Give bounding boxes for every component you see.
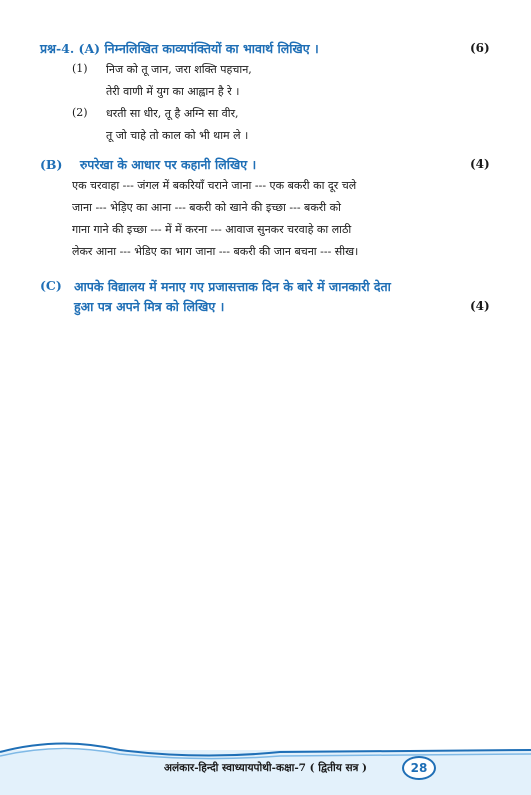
poem-line: निज को तू जान, जरा शक्ति पहचान, bbox=[106, 63, 252, 76]
question-sub-label: (A) bbox=[78, 41, 101, 56]
question-title: निम्नलिखित काव्यपंक्तियों का भावार्थ लिखिए । bbox=[104, 41, 319, 56]
footer-wave-decoration bbox=[0, 732, 531, 762]
poem-line: तू जो चाहे तो काल को भी थाम ले । bbox=[106, 129, 249, 142]
footer-title: अलंकार-हिन्दी स्वाध्यायपोथी-कक्षा-7 ( द्वितीय सत्र ) bbox=[163, 762, 367, 774]
outline-line: जाना --- भेड़िए का आना --- बकरी को खाने की इच्छा --- बकरी को bbox=[72, 201, 341, 214]
question-4c-label: (C) bbox=[40, 278, 62, 293]
item-number: (1) bbox=[72, 62, 88, 75]
marks-4c: (4) bbox=[470, 299, 490, 313]
poem-line: तेरी वाणी में युग का आह्वान है रे । bbox=[106, 85, 240, 98]
question-4a-heading bbox=[40, 40, 319, 57]
question-4c-line: हुआ पत्र अपने मित्र को लिखिए । bbox=[74, 299, 225, 314]
item-number: (2) bbox=[72, 106, 88, 119]
question-4c-line: आपके विद्यालय में मनाए गए प्रजासत्ताक दिन के बारे में जानकारी देता bbox=[74, 279, 391, 294]
marks-4b: (4) bbox=[470, 157, 490, 171]
question-4b-heading bbox=[40, 156, 256, 173]
question-number: प्रश्न-4. bbox=[40, 41, 75, 56]
page-number: 28 bbox=[402, 756, 436, 780]
question-sub-label: (B) bbox=[40, 157, 63, 172]
poem-line: धरती सा धीर, तू है अग्नि सा वीर, bbox=[106, 107, 239, 120]
outline-line: लेकर आना --- भेडिए का भाग जाना --- बकरी की जान बचना --- सीख। bbox=[72, 245, 359, 258]
marks-4a: (6) bbox=[470, 41, 490, 55]
question-title: रुपरेखा के आधार पर कहानी लिखिए । bbox=[79, 157, 257, 172]
outline-line: एक चरवाहा --- जंगल में बकरियाँ चराने जाना --- एक बकरी का दूर चले bbox=[72, 179, 357, 192]
outline-line: गाना गाने की इच्छा --- में में करना --- आवाज सुनकर चरवाहे का लाठी bbox=[72, 223, 352, 236]
